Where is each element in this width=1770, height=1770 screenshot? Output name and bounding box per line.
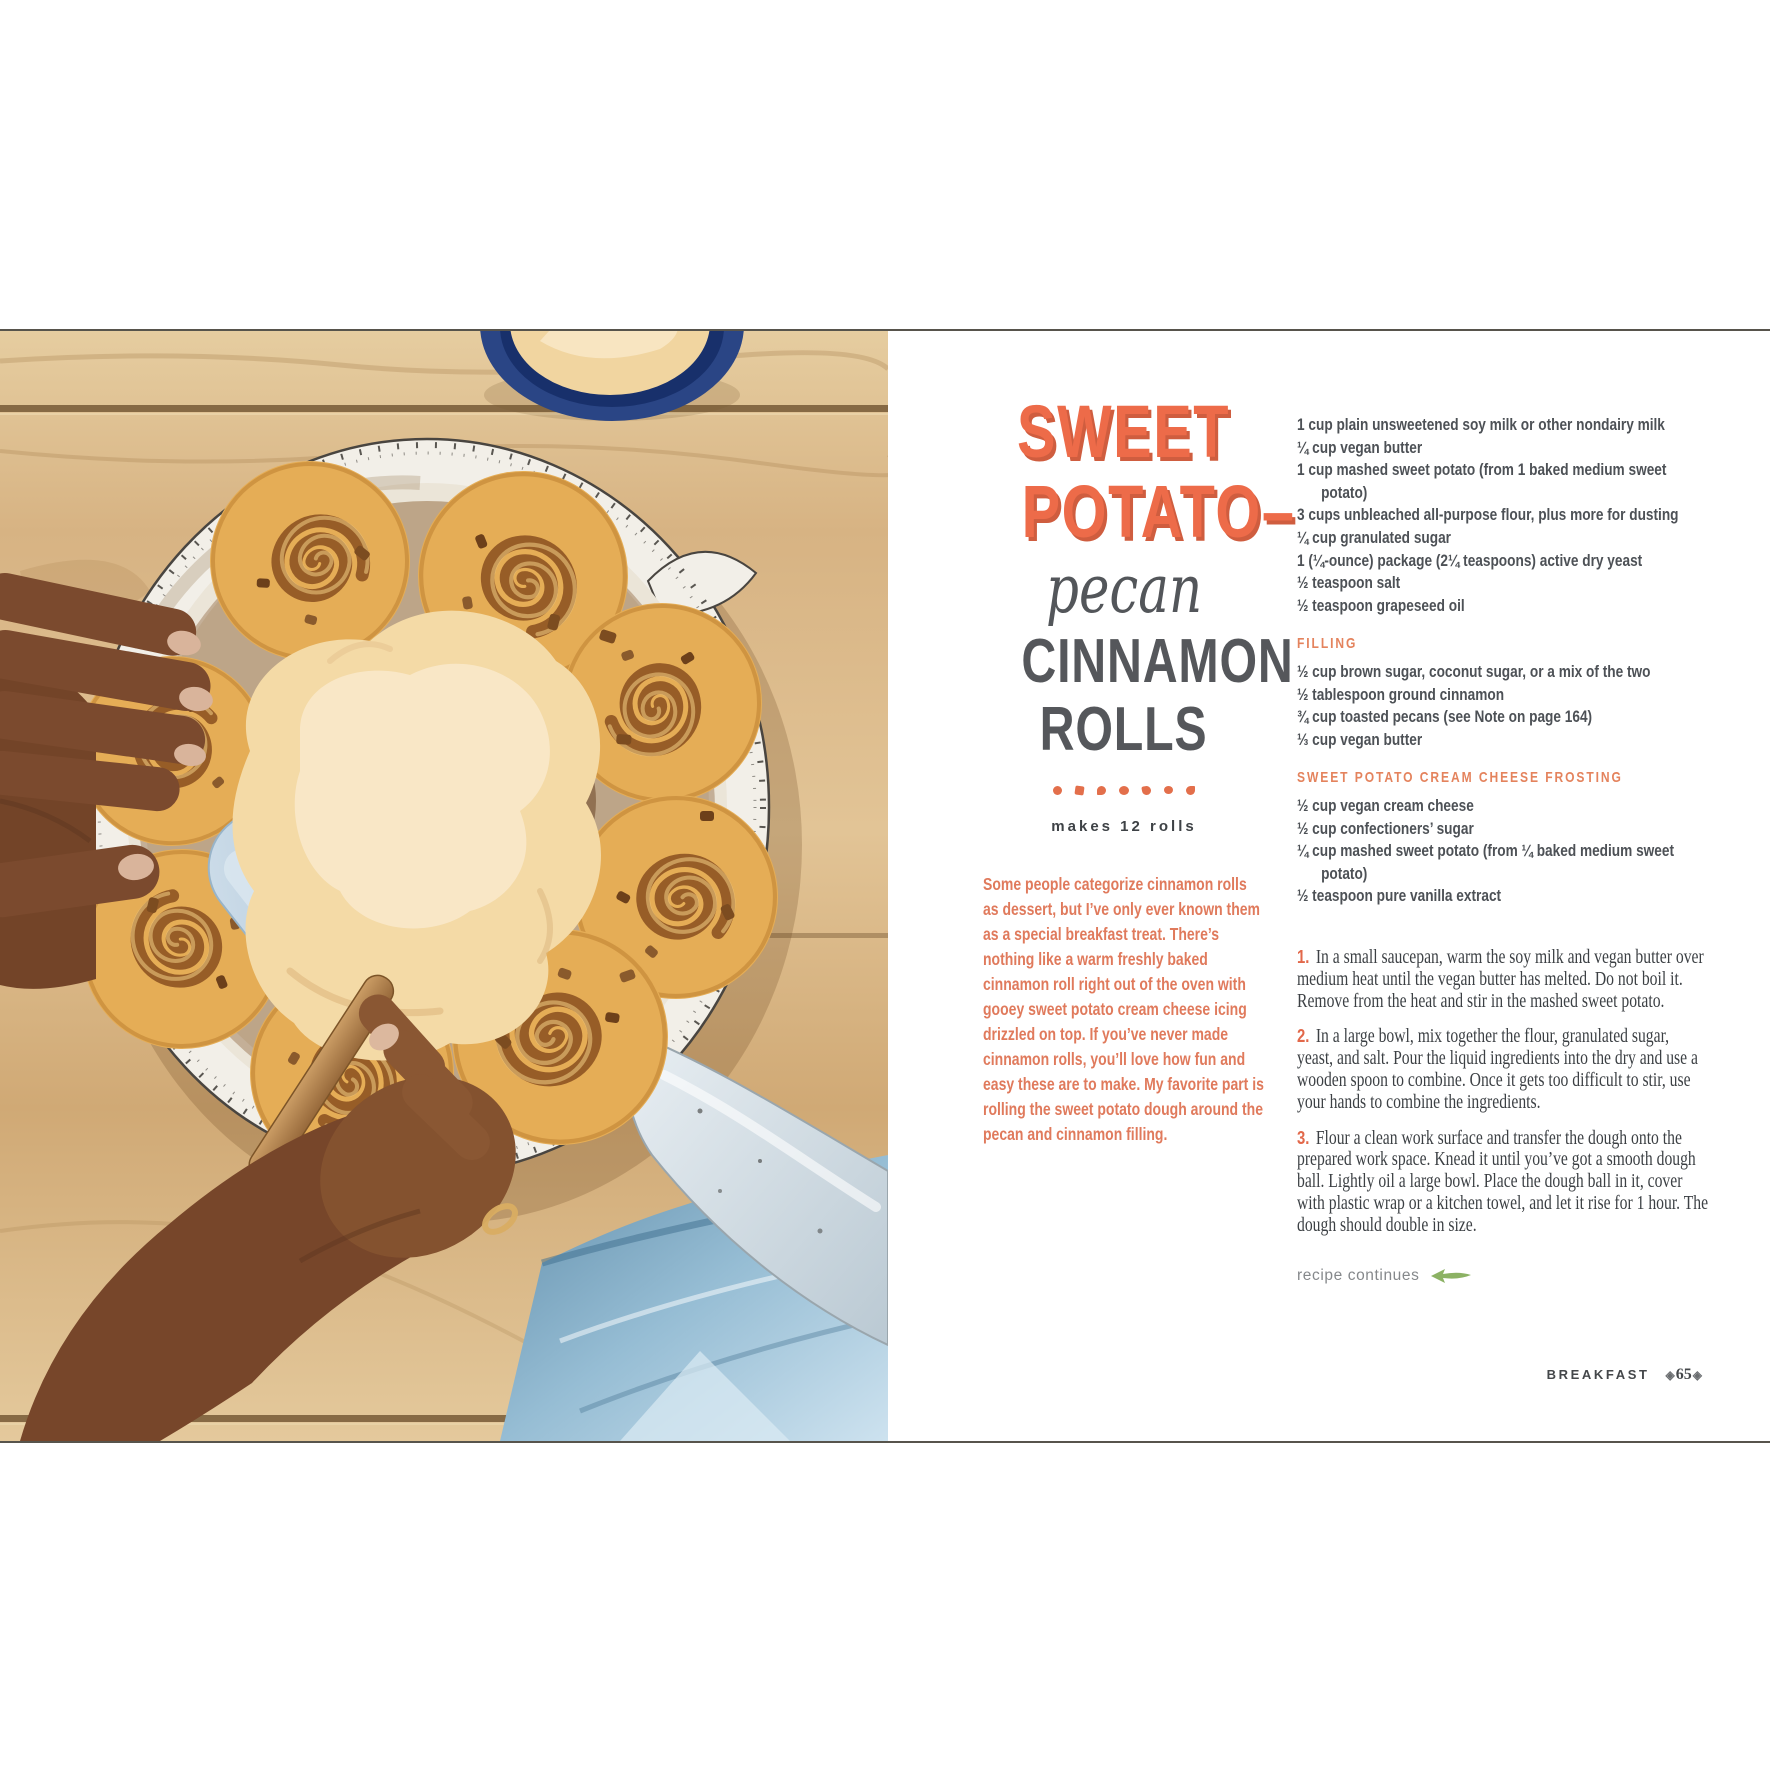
title-line-sweet: SWEET	[1017, 390, 1231, 473]
ingredient-item: ½ cup confectioners’ sugar	[1297, 818, 1474, 838]
ingredient-item: ½ teaspoon salt	[1297, 573, 1401, 593]
title-line-rolls: ROLLS	[1040, 695, 1208, 764]
recipe-title	[983, 390, 1296, 764]
step-number: 2.	[1297, 1025, 1310, 1047]
ingredient-item: 1 (¼-ounce) package (2¼ teaspoons) active dry yeast	[1297, 550, 1643, 570]
frosting-bowl	[480, 331, 744, 421]
page-footer	[1290, 1366, 1702, 1384]
ingredient-item: ½ cup brown sugar, coconut sugar, or a mix of the two	[1297, 661, 1651, 681]
yield-label: makes 12 rolls	[1051, 818, 1197, 835]
recipe-continues	[1297, 1266, 1473, 1286]
ingredients-frosting-list	[1297, 795, 1708, 908]
page-number: 65	[1675, 1366, 1692, 1383]
instruction-step	[1297, 946, 1708, 1012]
ingredient-item: ½ tablespoon ground cinnamon	[1297, 684, 1505, 704]
step-number: 1.	[1297, 946, 1310, 967]
title-line-potato: POTATO–	[1021, 470, 1296, 553]
recipe-photo	[0, 331, 888, 1441]
ornament-dots	[983, 786, 1265, 795]
filling-header: FILLING	[1297, 635, 1358, 653]
ingredient-item: 1 cup plain unsweetened soy milk or other nondairy milk	[1297, 415, 1665, 434]
recipe-continues-label: recipe continues	[1297, 1267, 1420, 1284]
ingredients-column	[1297, 414, 1708, 908]
ornament-right-icon: ◈	[1692, 1368, 1702, 1382]
recipe-intro: Some people categorize cinnamon rolls as dessert, but I’ve only ever known them as a special breakfast treat. There’s nothing like a warm freshly baked cinnamon roll right out of the oven with gooey sweet potato cream cheese icing drizzled on top. If you’ve never made cinnamon rolls, you’ll love how fun and easy these are to make. My favorite part is rolling the sweet potato dough around the pecan and cinnamon filling.	[983, 874, 1264, 1144]
section-label: BREAKFAST	[1546, 1367, 1650, 1382]
ingredient-item: ¾ cup toasted pecans (see Note on page 164)	[1297, 707, 1593, 727]
page-bottom-edge	[0, 1441, 1770, 1443]
ingredients-filling-list	[1297, 661, 1708, 751]
step-text: In a small saucepan, warm the soy milk and vegan butter over medium heat until the vegan butter has melted. Do not boil it. Remove from the heat and stir in the mashed sweet potato.	[1297, 947, 1704, 1012]
ingredient-item: ½ cup vegan cream cheese	[1297, 795, 1474, 815]
step-text: Flour a clean work surface and transfer the dough onto the prepared work space. Knead it until you’ve got a smooth dough ball. Lightly oil a large bowl. Place the dough ball in it, cover with plastic wrap or a kitchen towel, and let it rise for 1 hour. The dough should double in size.	[1297, 1127, 1709, 1236]
instructions	[1297, 946, 1708, 1250]
ingredient-item: ½ teaspoon grapeseed oil	[1297, 595, 1465, 615]
arrow-left-icon	[1429, 1266, 1473, 1286]
ornament-left-icon: ◈	[1665, 1368, 1675, 1382]
ingredient-item: ¼ cup mashed sweet potato (from ¼ baked medium sweet potato)	[1297, 841, 1675, 883]
photo-illustration	[0, 331, 888, 1441]
instruction-step	[1297, 1025, 1708, 1113]
step-text: In a large bowl, mix together the flour, granulated sugar, yeast, and salt. Pour the liquid ingredients into the dry and use a wooden spoon to combine. Once it gets too difficult to stir, use your hands to combine the ingredients.	[1297, 1026, 1698, 1113]
ingredient-item: ¼ cup vegan butter	[1297, 437, 1423, 457]
title-line-pecan: pecan	[1045, 551, 1203, 628]
ingredient-item: 3 cups unbleached all-purpose flour, plus more for dusting	[1297, 505, 1679, 525]
ingredient-item: ½ teaspoon pure vanilla extract	[1297, 886, 1502, 906]
title-line-cinnamon: CINNAMON	[1021, 627, 1294, 696]
ingredient-item: 1 cup mashed sweet potato (from 1 baked medium sweet potato)	[1297, 460, 1667, 502]
ingredient-item: ⅓ cup vegan butter	[1297, 729, 1423, 749]
ingredient-item: ¼ cup granulated sugar	[1297, 527, 1451, 547]
step-number: 3.	[1297, 1126, 1310, 1148]
frosting-header: SWEET POTATO CREAM CHEESE FROSTING	[1297, 769, 1623, 787]
instruction-step	[1297, 1127, 1708, 1237]
ingredients-main-list	[1297, 414, 1708, 617]
